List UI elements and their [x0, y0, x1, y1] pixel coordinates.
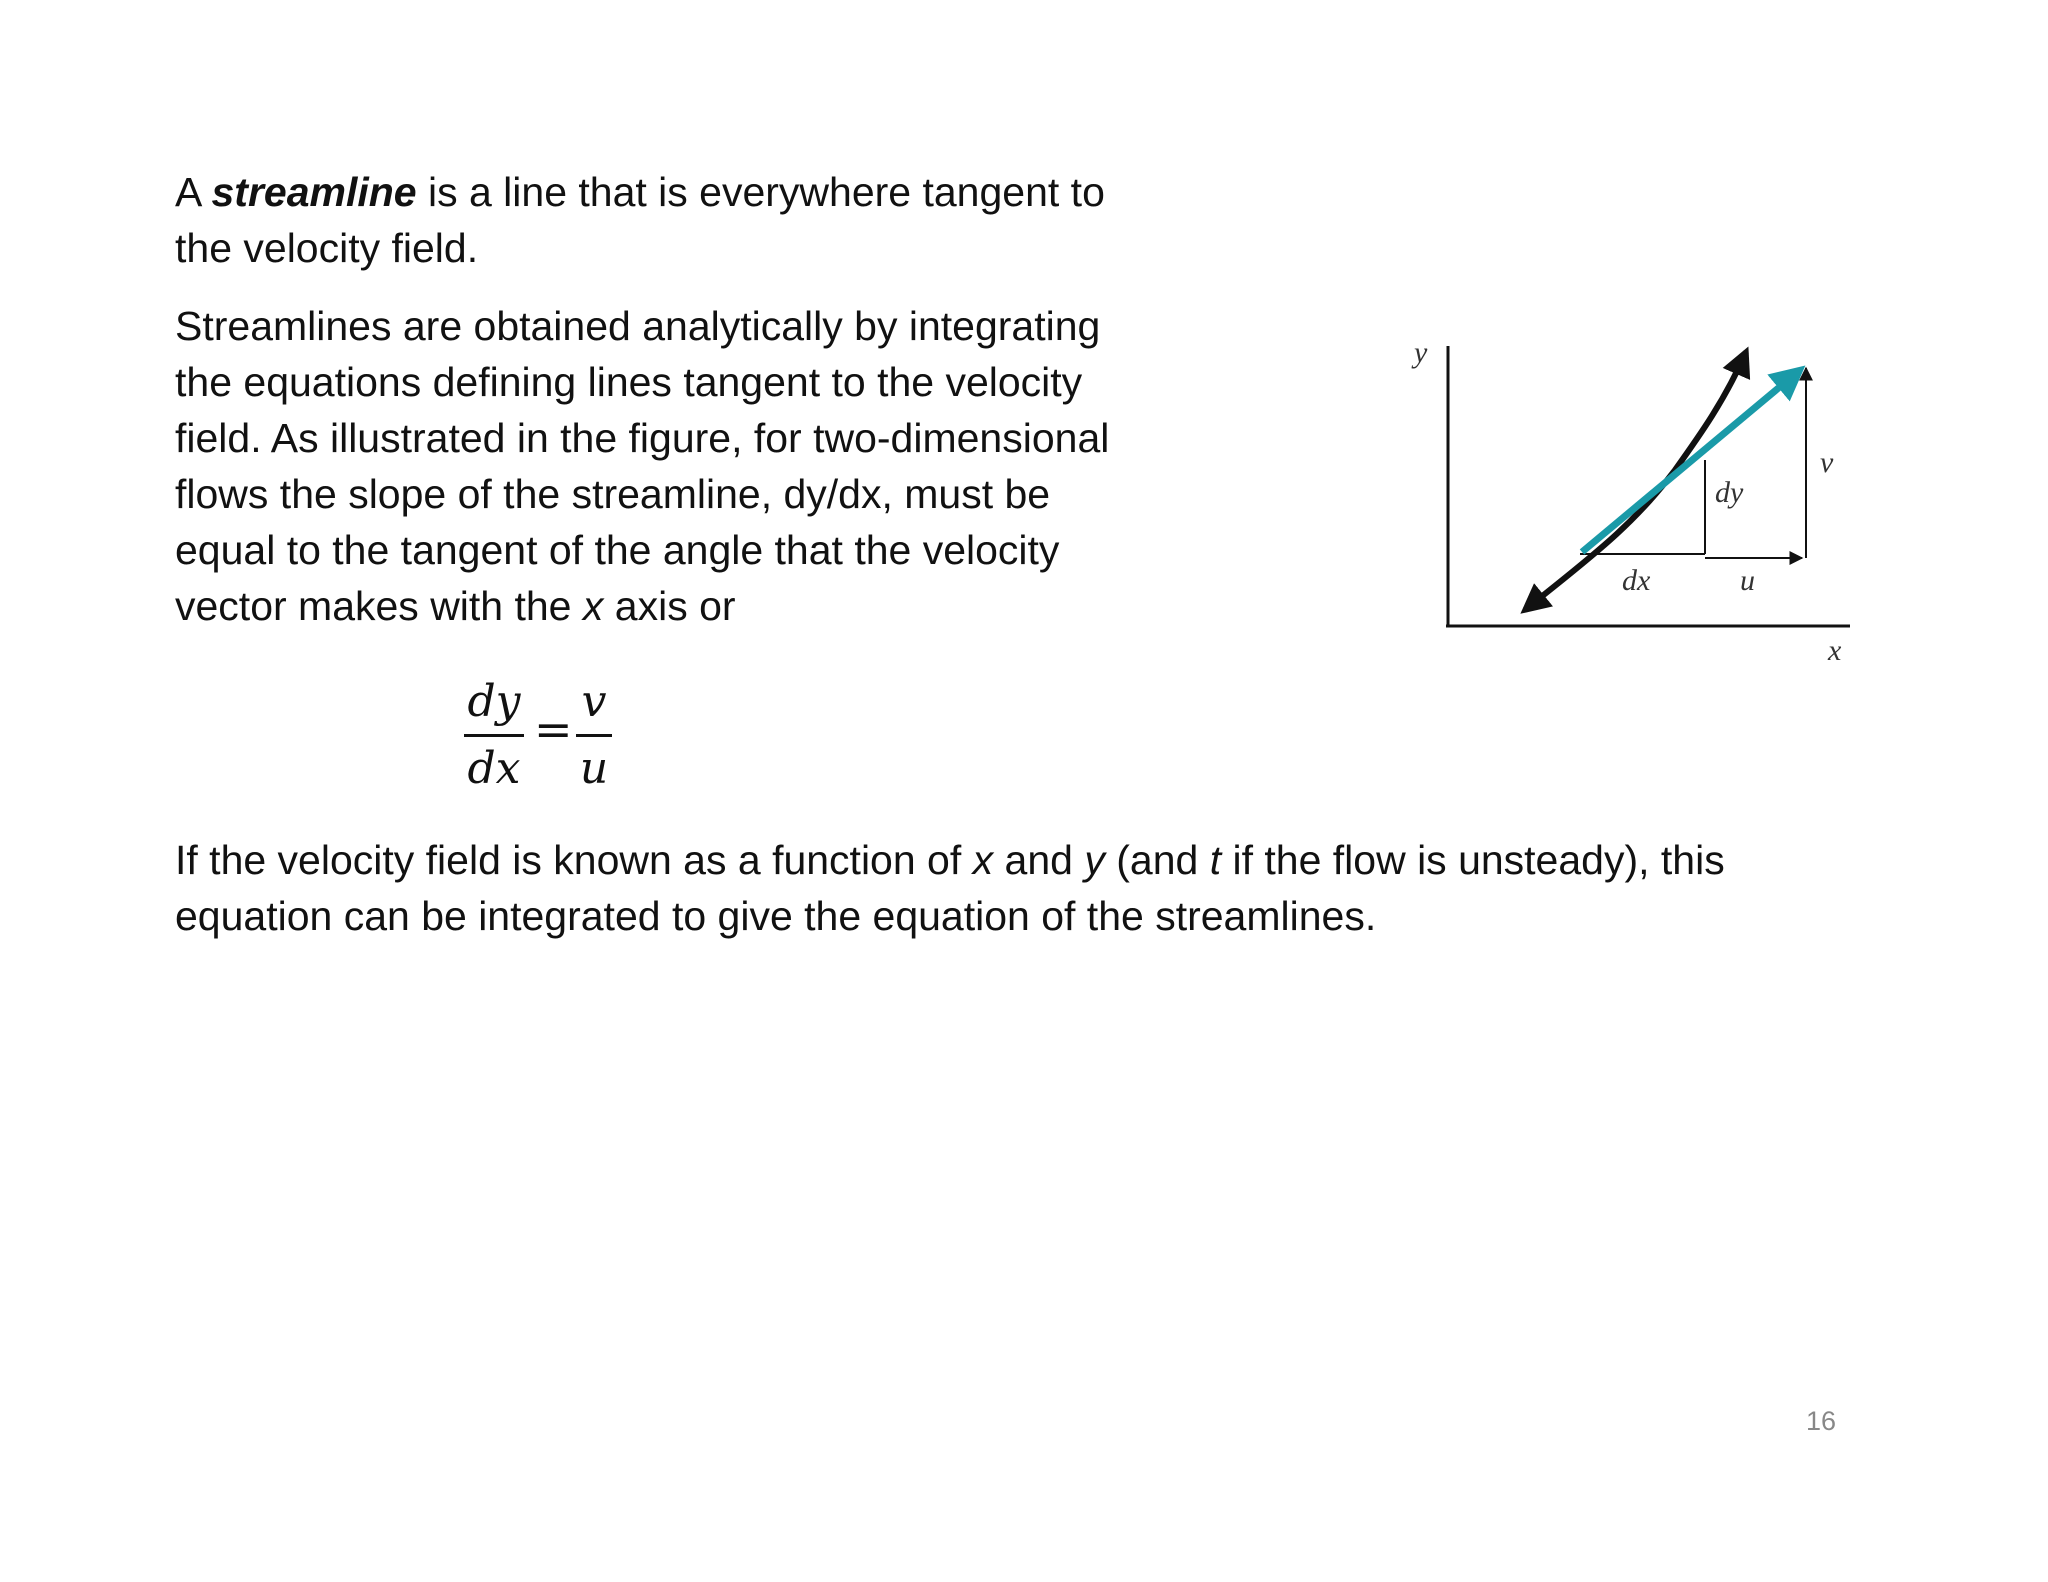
- fraction-numerator-v: v: [581, 676, 607, 727]
- integration-line-2: equation can be integrated to give the equation of the streamlines.: [175, 893, 1377, 939]
- explanation-line-5: equal to the tangent of the angle that the velocity: [175, 527, 1060, 573]
- streamline-term: streamline: [211, 169, 417, 215]
- integration-text-b: and: [993, 837, 1085, 883]
- integration-note: [175, 832, 1725, 944]
- slope-equation: [464, 672, 634, 802]
- x-variable: x: [972, 837, 994, 883]
- explanation-line-6: [175, 578, 1109, 634]
- explanation-line-4: flows the slope of the streamline, dy/dx, must be: [175, 471, 1051, 517]
- explanation-line-6-end: axis or: [603, 583, 736, 629]
- t-variable: t: [1209, 837, 1222, 883]
- explanation-line-3: field. As illustrated in the figure, for two-dimensional: [175, 415, 1110, 461]
- definition-line-2: the velocity field.: [175, 225, 479, 271]
- velocity-vector: [1582, 370, 1800, 552]
- integration-text-c: (and: [1104, 837, 1210, 883]
- streamline-definition: [175, 164, 1105, 276]
- streamline-diagram: [1400, 330, 1860, 670]
- page-number: 16: [1806, 1406, 1837, 1436]
- streamline-explanation: [175, 298, 1109, 634]
- definition-prefix: A: [175, 169, 212, 215]
- integration-text-d: if the flow is unsteady), this: [1221, 837, 1725, 883]
- integration-line-1: [175, 832, 1725, 888]
- x-variable: x: [582, 583, 604, 629]
- y-axis-label: y: [1414, 336, 1428, 369]
- fraction-denominator-dx: dx: [467, 743, 521, 794]
- y-variable: y: [1084, 837, 1105, 883]
- explanation-line-2: the equations defining lines tangent to the velocity: [175, 359, 1083, 405]
- u-label: u: [1740, 564, 1755, 597]
- dy-dx-fraction: [464, 672, 524, 799]
- x-axis-label: x: [1828, 634, 1842, 667]
- integration-text-a: If the velocity field is known as a function of: [175, 837, 973, 883]
- definition-line-1: [175, 164, 1105, 220]
- fraction-bar-right: [576, 734, 612, 737]
- fraction-denominator-u: u: [579, 743, 609, 794]
- equals-sign: =: [534, 702, 573, 756]
- definition-rest: is a line that is everywhere tangent to: [416, 169, 1105, 215]
- fraction-numerator-dy: dy: [467, 676, 521, 727]
- explanation-line-6-start: vector makes with the: [175, 583, 583, 629]
- v-label: v: [1820, 446, 1834, 479]
- v-u-fraction: [576, 672, 612, 799]
- fraction-bar-left: [464, 734, 524, 737]
- dy-label: dy: [1715, 476, 1744, 509]
- streamline-tangent-figure: [1400, 330, 1860, 670]
- dx-label: dx: [1622, 564, 1651, 597]
- explanation-line-1: Streamlines are obtained analytically by integrating: [175, 303, 1101, 349]
